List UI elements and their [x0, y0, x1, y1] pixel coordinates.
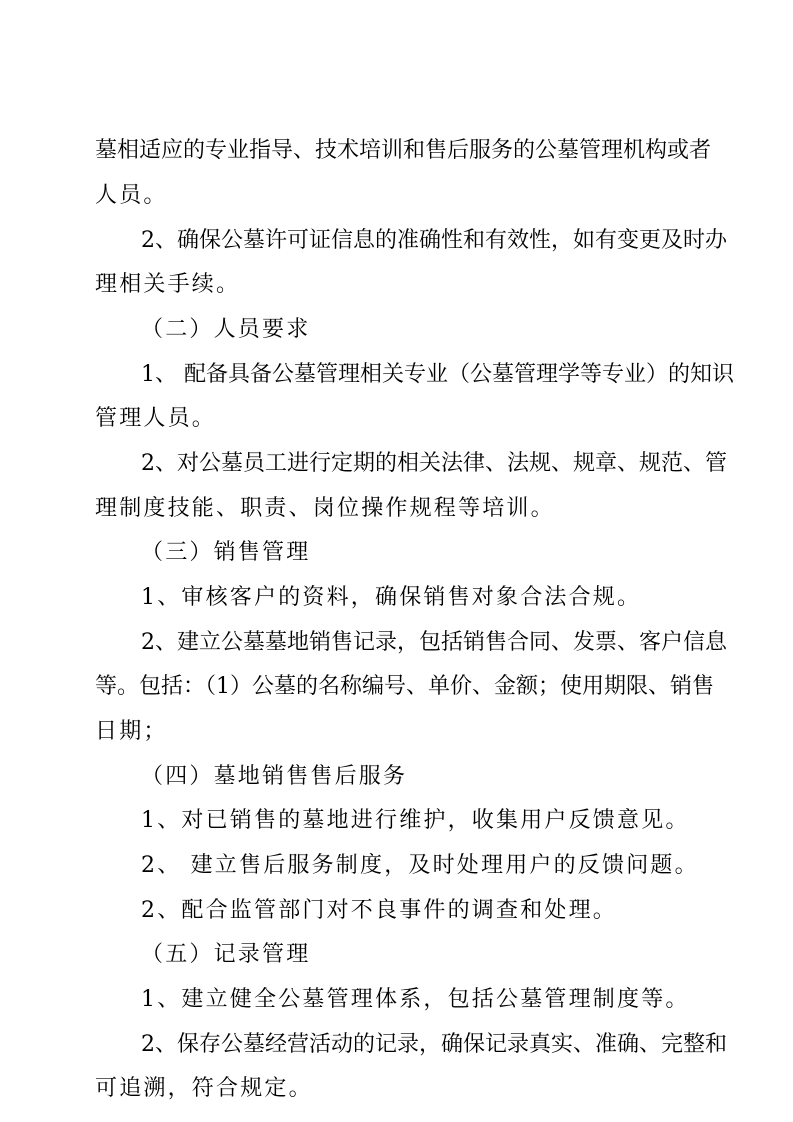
section-heading: （四）墓地销售售后服务 [141, 764, 408, 789]
text-line: 理制度技能、职责、岗位操作规程等培训。 [95, 496, 555, 521]
section-heading: （五）记录管理 [141, 942, 311, 967]
text-line: 1、对已销售的墓地进行维护，收集用户反馈意见。 [141, 808, 690, 833]
text-line: 2、对公墓员工进行定期的相关法律、法规、规章、规范、管 [141, 451, 727, 476]
text-line: 墓相适应的专业指导、技术培训和售后服务的公墓管理机构或者 [95, 138, 712, 163]
section-heading: （二）人员要求 [141, 317, 311, 342]
text-line: 等。包括：（1）公墓的名称编号、单价、金额；使用期限、销售 [95, 674, 714, 699]
text-line: 1、建立健全公墓管理体系，包括公墓管理制度等。 [141, 987, 690, 1012]
text-line: 2、确保公墓许可证信息的准确性和有效性，如有变更及时办 [141, 228, 727, 253]
text-line: 日期； [95, 719, 168, 744]
text-line: 管理人员。 [95, 406, 217, 431]
text-line: 理相关手续。 [95, 272, 241, 297]
text-line: 1、审核客户的资料，确保销售对象合法合规。 [141, 585, 642, 610]
text-line: 2、配合监管部门对不良事件的调查和处理。 [141, 898, 617, 923]
text-line: 1、 配备具备公墓管理相关专业（公墓管理学等专业）的知识 [141, 362, 734, 387]
text-line: 可追溯，符合规定。 [95, 1076, 313, 1101]
section-heading: （三）销售管理 [141, 540, 311, 565]
text-line: 2、保存公墓经营活动的记录，确保记录真实、准确、完整和 [141, 1032, 727, 1057]
text-line: 2、建立公墓墓地销售记录，包括销售合同、发票、客户信息 [141, 630, 727, 655]
text-line: 2、 建立售后服务制度，及时处理用户的反馈问题。 [141, 853, 699, 878]
text-line: 人员。 [95, 183, 168, 208]
